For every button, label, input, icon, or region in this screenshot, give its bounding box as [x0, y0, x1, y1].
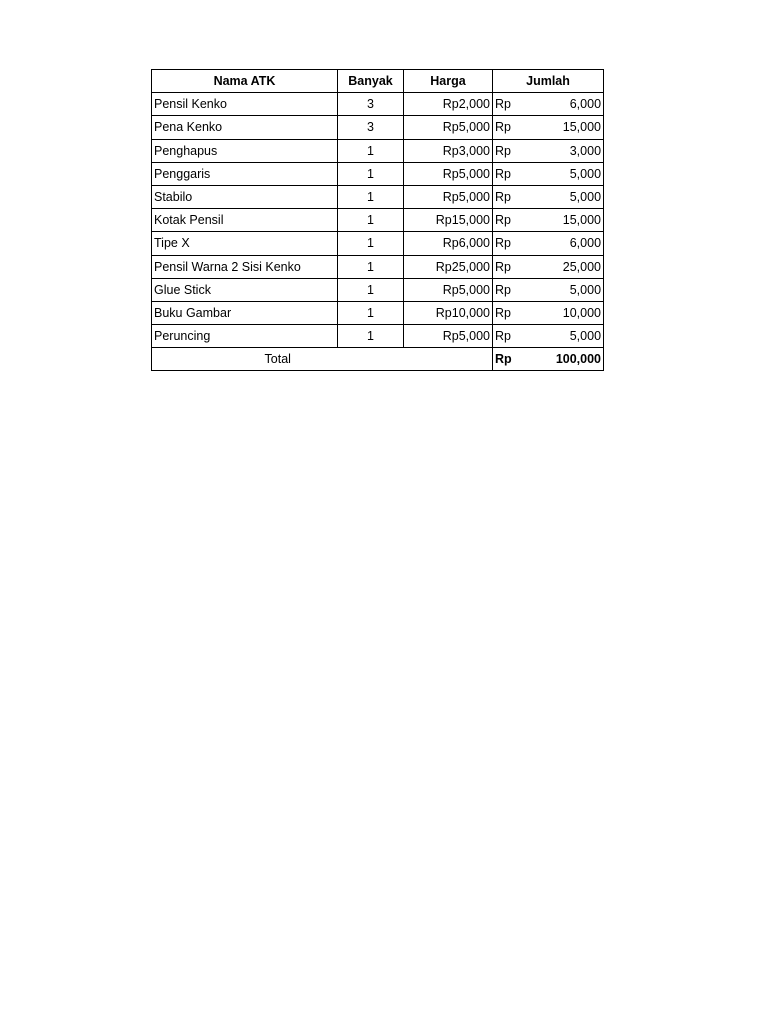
table-row — [152, 255, 604, 278]
item-price: Rp5,000 — [404, 116, 493, 139]
item-name: Peruncing — [152, 325, 338, 348]
table-row — [152, 209, 604, 232]
item-price: Rp15,000 — [404, 209, 493, 232]
item-amount: 15,000 — [529, 116, 604, 139]
table-row — [152, 93, 604, 116]
item-currency: Rp — [493, 209, 529, 232]
table-row — [152, 185, 604, 208]
table-row — [152, 325, 604, 348]
item-currency: Rp — [493, 185, 529, 208]
item-price: Rp2,000 — [404, 93, 493, 116]
header-harga: Harga — [404, 70, 493, 93]
item-name: Pena Kenko — [152, 116, 338, 139]
item-price: Rp5,000 — [404, 162, 493, 185]
item-quantity: 1 — [338, 162, 404, 185]
item-name: Glue Stick — [152, 278, 338, 301]
table-row — [152, 232, 604, 255]
item-amount: 5,000 — [529, 278, 604, 301]
item-quantity: 1 — [338, 232, 404, 255]
item-quantity: 1 — [338, 278, 404, 301]
item-currency: Rp — [493, 255, 529, 278]
item-quantity: 3 — [338, 93, 404, 116]
item-price: Rp25,000 — [404, 255, 493, 278]
table-row — [152, 278, 604, 301]
table-row — [152, 162, 604, 185]
item-amount: 5,000 — [529, 162, 604, 185]
item-quantity: 1 — [338, 255, 404, 278]
item-quantity: 1 — [338, 139, 404, 162]
item-amount: 3,000 — [529, 139, 604, 162]
item-quantity: 3 — [338, 116, 404, 139]
item-currency: Rp — [493, 325, 529, 348]
item-currency: Rp — [493, 232, 529, 255]
total-currency: Rp — [493, 348, 529, 371]
header-jumlah: Jumlah — [493, 70, 604, 93]
item-name: Penggaris — [152, 162, 338, 185]
item-amount: 25,000 — [529, 255, 604, 278]
item-currency: Rp — [493, 116, 529, 139]
total-row — [152, 348, 604, 371]
item-amount: 6,000 — [529, 232, 604, 255]
item-price: Rp3,000 — [404, 139, 493, 162]
item-price: Rp5,000 — [404, 278, 493, 301]
item-currency: Rp — [493, 301, 529, 324]
table-row — [152, 139, 604, 162]
item-name: Pensil Warna 2 Sisi Kenko — [152, 255, 338, 278]
item-price: Rp10,000 — [404, 301, 493, 324]
item-amount: 5,000 — [529, 325, 604, 348]
total-spacer — [404, 348, 493, 371]
item-currency: Rp — [493, 162, 529, 185]
item-amount: 5,000 — [529, 185, 604, 208]
total-amount: 100,000 — [529, 348, 604, 371]
table-row — [152, 116, 604, 139]
table-row — [152, 301, 604, 324]
item-price: Rp6,000 — [404, 232, 493, 255]
item-name: Kotak Pensil — [152, 209, 338, 232]
item-name: Pensil Kenko — [152, 93, 338, 116]
header-nama-atk: Nama ATK — [152, 70, 338, 93]
item-amount: 10,000 — [529, 301, 604, 324]
item-amount: 6,000 — [529, 93, 604, 116]
item-price: Rp5,000 — [404, 185, 493, 208]
item-currency: Rp — [493, 139, 529, 162]
spreadsheet-page — [151, 69, 604, 371]
item-currency: Rp — [493, 93, 529, 116]
item-quantity: 1 — [338, 209, 404, 232]
item-name: Stabilo — [152, 185, 338, 208]
atk-price-table — [151, 69, 604, 371]
item-amount: 15,000 — [529, 209, 604, 232]
item-name: Tipe X — [152, 232, 338, 255]
total-label: Total — [152, 348, 404, 371]
table-body — [152, 93, 604, 348]
item-price: Rp5,000 — [404, 325, 493, 348]
header-row — [152, 70, 604, 93]
item-name: Buku Gambar — [152, 301, 338, 324]
item-quantity: 1 — [338, 325, 404, 348]
header-banyak: Banyak — [338, 70, 404, 93]
item-currency: Rp — [493, 278, 529, 301]
item-quantity: 1 — [338, 301, 404, 324]
item-quantity: 1 — [338, 185, 404, 208]
item-name: Penghapus — [152, 139, 338, 162]
